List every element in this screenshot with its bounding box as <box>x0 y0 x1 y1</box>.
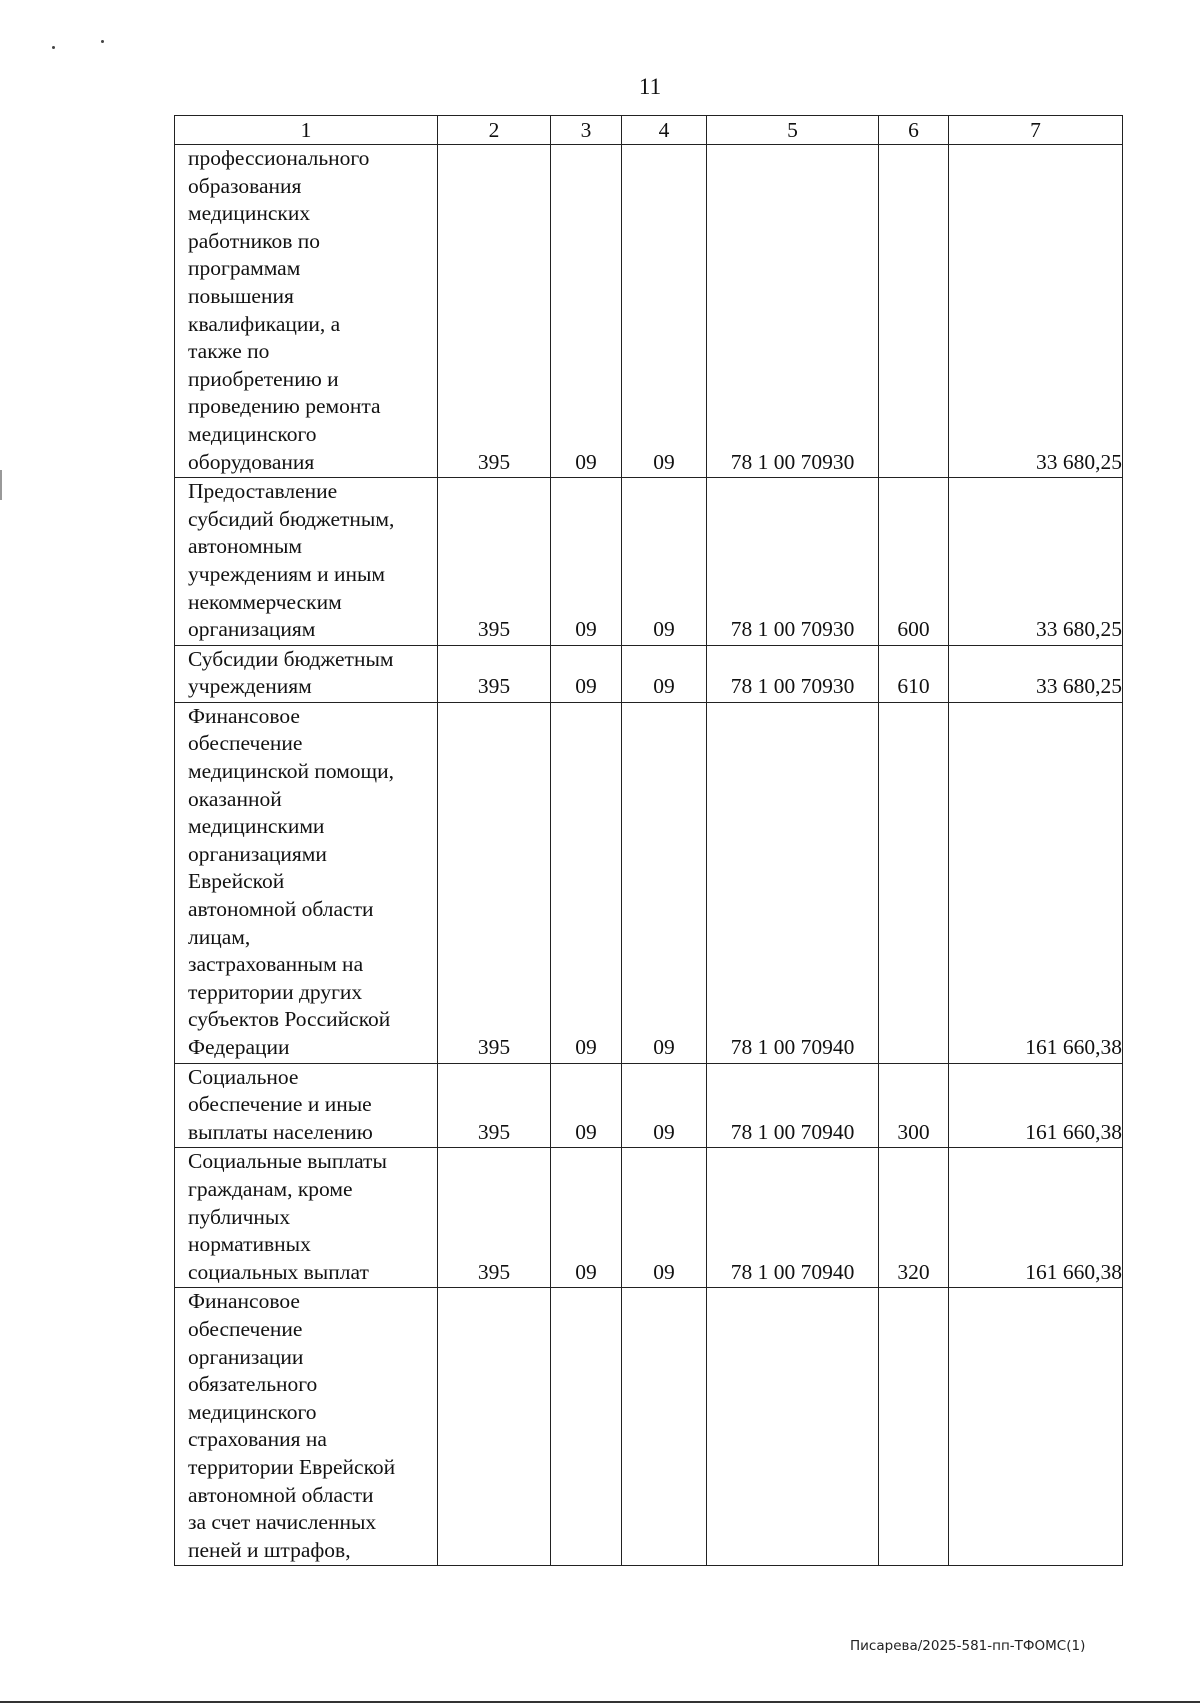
target-article-cell: 78 1 00 70930 <box>707 478 879 646</box>
expense-name-line: Социальное <box>188 1064 299 1089</box>
expense-name-line: за счет начисленных <box>188 1510 377 1535</box>
ministry-code-cell: 395 <box>438 645 551 702</box>
amount-cell: 33 680,25 <box>949 645 1123 702</box>
expense-name-line: Предоставление <box>188 479 338 504</box>
header-cell: 6 <box>879 116 949 145</box>
expense-name-line: Субсидии бюджетным <box>188 646 394 671</box>
header-cell: 2 <box>438 116 551 145</box>
header-cell: 7 <box>949 116 1123 145</box>
subsection-code-cell: 09 <box>622 702 707 1063</box>
expense-name-line: программам <box>188 256 301 281</box>
target-article-cell: 78 1 00 70930 <box>707 145 879 478</box>
expense-name-line: медицинской помощи, <box>188 759 394 784</box>
expense-name-line: гражданам, кроме <box>188 1176 353 1201</box>
expense-name-cell <box>175 1288 438 1566</box>
expense-name-line: публичных <box>188 1204 291 1229</box>
expense-name-line: лицам, <box>188 924 251 949</box>
expense-name-line: субсидий бюджетным, <box>188 506 395 531</box>
expense-name-line: автономной области <box>188 1482 374 1507</box>
expense-name-cell <box>175 1148 438 1288</box>
ministry-code-cell: 395 <box>438 145 551 478</box>
scan-margin-mark <box>0 470 2 500</box>
target-article-cell: 78 1 00 70940 <box>707 1063 879 1148</box>
target-article-cell: 78 1 00 70940 <box>707 1148 879 1288</box>
expense-name-cell <box>175 1063 438 1148</box>
amount-cell: 161 660,38 <box>949 1148 1123 1288</box>
expense-name-line: оборудования <box>188 449 315 474</box>
expense-name-line: Финансовое <box>188 1289 300 1314</box>
expense-name-cell <box>175 645 438 702</box>
document-id-footer: Писарева/2025-581-пп-ТФОМС(1) <box>850 1638 1086 1654</box>
expense-name-line: организации <box>188 1344 304 1369</box>
ministry-code-cell: 395 <box>438 1148 551 1288</box>
ministry-code-cell: 395 <box>438 478 551 646</box>
scan-speck <box>101 40 104 43</box>
table-row <box>175 645 1123 702</box>
expense-type-cell <box>879 1288 949 1566</box>
amount-cell: 33 680,25 <box>949 478 1123 646</box>
expense-name-line: проведению ремонта <box>188 394 381 419</box>
header-cell: 1 <box>175 116 438 145</box>
target-article-cell <box>707 1288 879 1566</box>
section-code-cell: 09 <box>551 1148 622 1288</box>
expense-type-cell: 300 <box>879 1063 949 1148</box>
section-code-cell: 09 <box>551 145 622 478</box>
table-row <box>175 1063 1123 1148</box>
expense-name-line: нормативных <box>188 1232 311 1257</box>
table-row <box>175 478 1123 646</box>
subsection-code-cell: 09 <box>622 645 707 702</box>
ministry-code-cell: 395 <box>438 1063 551 1148</box>
target-article-cell: 78 1 00 70940 <box>707 702 879 1063</box>
expense-type-cell <box>879 702 949 1063</box>
expense-name-line: медицинских <box>188 201 311 226</box>
section-code-cell: 09 <box>551 1063 622 1148</box>
section-code-cell: 09 <box>551 702 622 1063</box>
expense-name-line: также по <box>188 339 270 364</box>
expense-name-line: учреждениям и иным <box>188 561 386 586</box>
expense-name-line: медицинскими <box>188 814 325 839</box>
subsection-code-cell: 09 <box>622 1063 707 1148</box>
expense-name-line: оказанной <box>188 786 282 811</box>
expense-type-cell <box>879 145 949 478</box>
page-number: 11 <box>638 74 662 99</box>
header-cell: 4 <box>622 116 707 145</box>
expense-name-cell <box>175 478 438 646</box>
expense-type-cell: 600 <box>879 478 949 646</box>
subsection-code-cell: 09 <box>622 478 707 646</box>
expense-name-line: выплаты населению <box>188 1119 373 1144</box>
expense-name-cell <box>175 145 438 478</box>
amount-cell: 33 680,25 <box>949 145 1123 478</box>
expense-name-line: работников по <box>188 228 320 253</box>
table-row <box>175 1148 1123 1288</box>
expense-name-line: образования <box>188 173 302 198</box>
expense-name-line: социальных выплат <box>188 1259 369 1284</box>
expense-name-line: территории других <box>188 979 363 1004</box>
amount-cell: 161 660,38 <box>949 1063 1123 1148</box>
ministry-code-cell: 395 <box>438 702 551 1063</box>
expense-name-line: автономной области <box>188 897 374 922</box>
expense-name-line: обеспечение <box>188 731 303 756</box>
expense-name-line: приобретению и <box>188 366 339 391</box>
expense-name-line: организациям <box>188 617 316 642</box>
expense-name-line: Федерации <box>188 1035 290 1059</box>
subsection-code-cell <box>622 1288 707 1566</box>
expense-name-line: некоммерческим <box>188 589 342 614</box>
table-body <box>175 145 1123 1566</box>
section-code-cell: 09 <box>551 645 622 702</box>
expense-name-line: учреждениям <box>188 674 312 699</box>
scan-speck <box>52 46 55 49</box>
table-header <box>175 116 1123 145</box>
subsection-code-cell: 09 <box>622 145 707 478</box>
budget-table <box>174 115 1123 1566</box>
expense-name-line: медицинского <box>188 421 317 446</box>
expense-name-line: субъектов Российской <box>188 1007 391 1032</box>
expense-name-line: повышения <box>188 283 294 308</box>
expense-name-line: квалификации, а <box>188 311 341 336</box>
header-row <box>175 116 1123 145</box>
table-row <box>175 702 1123 1063</box>
table-row <box>175 1288 1123 1566</box>
target-article-cell: 78 1 00 70930 <box>707 645 879 702</box>
expense-name-line: Социальные выплаты <box>188 1149 387 1174</box>
expense-name-line: пеней и штрафов, <box>188 1537 351 1562</box>
header-cell: 5 <box>707 116 879 145</box>
expense-name-line: автономным <box>188 534 303 559</box>
expense-name-line: организациями <box>188 841 327 866</box>
expense-name-line: Еврейской <box>188 869 285 894</box>
section-code-cell <box>551 1288 622 1566</box>
expense-name-cell <box>175 702 438 1063</box>
section-code-cell: 09 <box>551 478 622 646</box>
amount-cell <box>949 1288 1123 1566</box>
header-cell: 3 <box>551 116 622 145</box>
expense-name-line: обеспечение <box>188 1316 303 1341</box>
amount-cell: 161 660,38 <box>949 702 1123 1063</box>
expense-name-line: медицинского <box>188 1399 317 1424</box>
expense-name-line: территории Еврейской <box>188 1454 396 1479</box>
expense-type-cell: 320 <box>879 1148 949 1288</box>
expense-name-line: профессионального <box>188 146 370 170</box>
expense-name-line: обязательного <box>188 1372 318 1397</box>
table-row <box>175 145 1123 478</box>
expense-name-line: Финансовое <box>188 703 300 728</box>
ministry-code-cell <box>438 1288 551 1566</box>
expense-name-line: страхования на <box>188 1427 327 1452</box>
expense-type-cell: 610 <box>879 645 949 702</box>
subsection-code-cell: 09 <box>622 1148 707 1288</box>
expense-name-line: застрахованным на <box>188 952 364 977</box>
page-bottom-rule <box>0 1701 1200 1703</box>
expense-name-line: обеспечение и иные <box>188 1092 372 1117</box>
